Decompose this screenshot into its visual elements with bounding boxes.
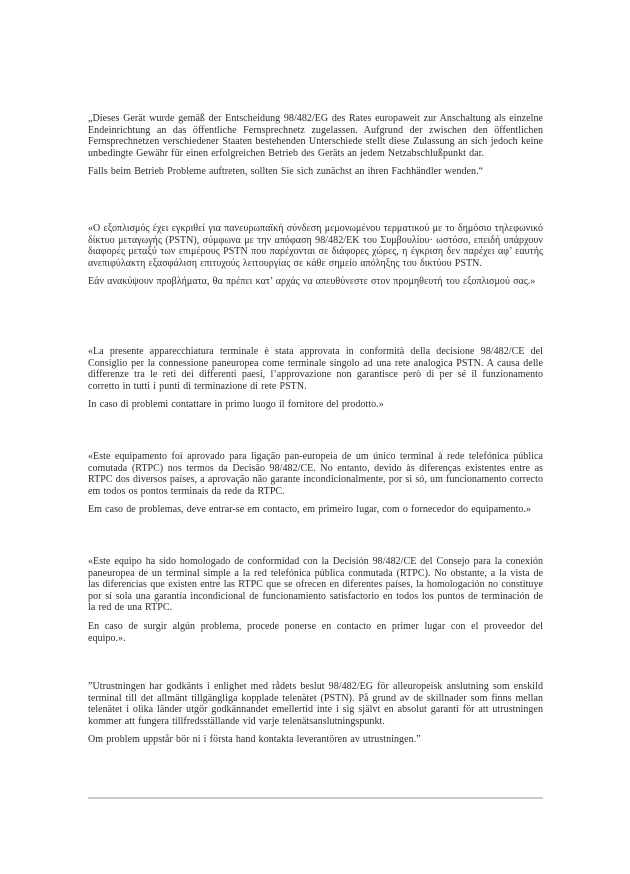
notice-greek bbox=[88, 223, 543, 288]
notice-swedish-paragraph-2: Om problem uppstår bör ni i första hand kontakta leverantören av utrustningen.” bbox=[88, 734, 421, 746]
notice-german-paragraph-1: „Dieses Gerät wurde gemäß der Entscheidung 98/482/EG des Rates europaweit zur Anschaltung als einzelne Endeinrichtung an das öffentliche Fernsprechnetz zugelassen. Aufgrund der zwischen den öffentlichen Fernsprechnetzen verschiedener Staaten bestehenden Unterschiede stellt diese Zulassung an sich jedoch keine unbedingte Gewähr für einen erfolgreichen Betrieb des Geräts an jedem Netzabschlußpunkt dar. bbox=[88, 113, 543, 159]
notice-italian bbox=[88, 346, 543, 411]
notice-spanish-paragraph-2: En caso de surgir algún problema, procede ponerse en contacto en primer lugar con el proveedor del equipo.». bbox=[88, 620, 543, 644]
notice-greek-paragraph-2: Εάν ανακύψουν προβλήματα, θα πρέπει κατ’ αρχάς να απευθύνεστε στον προμηθευτή του εξοπλισμού σας.» bbox=[88, 276, 536, 288]
notice-greek-paragraph-1: «Ο εξοπλισμός έχει εγκριθεί για πανευρωπαϊκή σύνδεση μεμονωμένου τερματικού με το δημόσιο τηλεφωνικό δίκτυο μεταγωγής (PSTN), σύμφωνα με την απόφαση 98/482/ΕΚ του Συμβουλίου· ωστόσο, επειδή υπάρχουν διαφορές μεταξύ των επιμέρους PSTN που παρέχονται σε διάφορες χώρες, η έγκριση δεν παρέχει αφ’ εαυτής ανεπιφύλακτη εξασφάλιση επιτυχούς λειτουργίας σε κάθε σημείο απόληξης του δικτύου PSTN. bbox=[88, 223, 543, 269]
notice-german bbox=[88, 113, 543, 178]
notice-italian-paragraph-2: In caso di problemi contattare in primo luogo il fornitore del prodotto.» bbox=[88, 399, 384, 411]
notice-portuguese-paragraph-1: «Este equipamento foi aprovado para ligação pan-europeia de um único terminal à rede telefónica pública comutada (RTPC) nos termos da Decisão 98/482/CE. No entanto, devido às diferenças existentes entre as RTPC dos diversos países, a aprovação não garante incondicionalmente, por si só, um funcionamento correcto em todos os pontos terminais da rede da RTPC. bbox=[88, 451, 543, 497]
notice-spanish bbox=[88, 556, 543, 644]
notice-german-paragraph-2: Falls beim Betrieb Probleme auftreten, sollten Sie sich zunächst an ihren Fachhändler wenden.“ bbox=[88, 166, 484, 178]
notice-portuguese bbox=[88, 451, 543, 516]
notice-swedish bbox=[88, 681, 543, 746]
notice-spanish-paragraph-1: «Este equipo ha sido homologado de conformidad con la Decisión 98/482/CE del Consejo para la conexión paneuropea de un terminal simple a la red telefónica pública conmutada (RTPC). No obstante, a la vista de las diferencias que existen entre las RTPC que se ofrecen en diferentes países, la homologación no constituye por sí sola una garantía incondicional de funcionamiento satisfactorio en todos los puntos de terminación de la red de una RTPC. bbox=[88, 556, 543, 614]
notice-italian-paragraph-1: «La presente apparecchiatura terminale è stata approvata in conformità della decisione 98/482/CE del Consiglio per la connessione paneuropea come terminale singolo ad una rete analogica PSTN. A causa delle differenze tra le reti dei differenti paesi, l’approvazione non garantisce però di per sé il funzionamento corretto in tutti i punti di terminazione di rete PSTN. bbox=[88, 346, 543, 392]
page-divider bbox=[88, 797, 543, 799]
notice-portuguese-paragraph-2: Em caso de problemas, deve entrar-se em contacto, em primeiro lugar, com o fornecedor do equipamento.» bbox=[88, 504, 532, 516]
notice-swedish-paragraph-1: ”Utrustningen har godkänts i enlighet med rådets beslut 98/482/EG för alleuropeisk anslutning som enskild terminal till det allmänt tillgängliga kopplade telenätet (PSTN). På grund av de skillnader som finns mellan telenätet i olika länder utgör godkännandet emellertid inte i sig självt en absolut garanti för att utrustningen kommer att fungera tillfredsställande vid varje telenätsanslutningspunkt. bbox=[88, 681, 543, 727]
